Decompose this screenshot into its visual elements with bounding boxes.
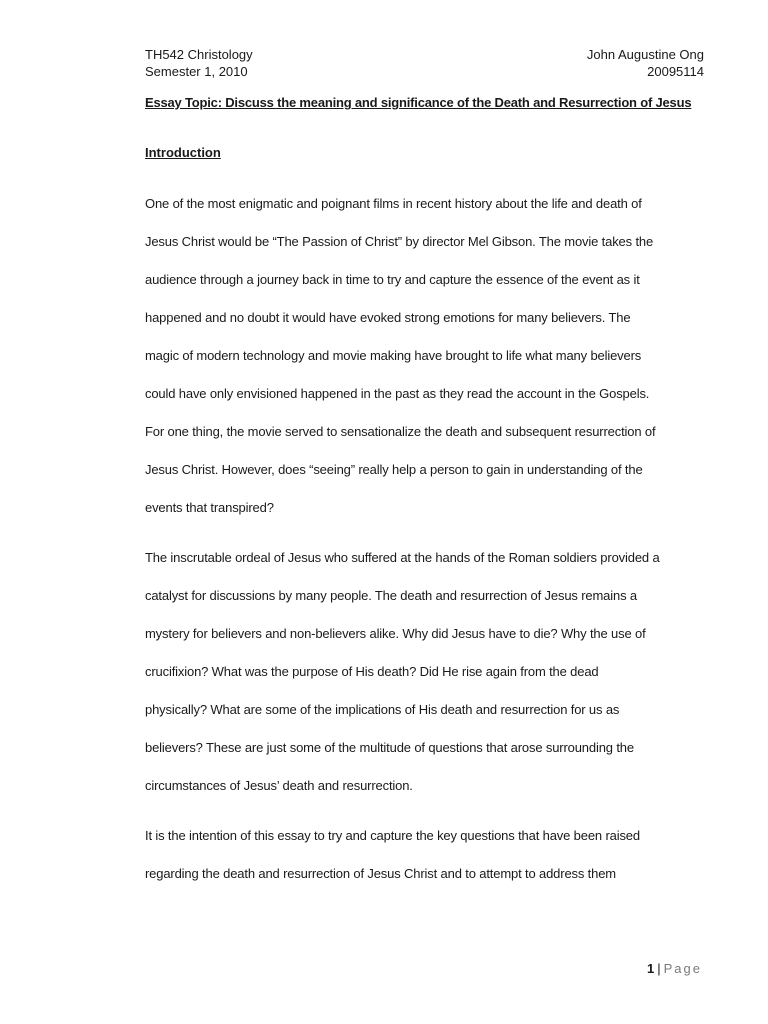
text-line: The inscrutable ordeal of Jesus who suffered at the hands of the Roman soldiers provided a [145,550,660,565]
page-footer [647,960,702,977]
semester: Semester 1, 2010 [145,64,248,79]
text-line: mystery for believers and non-believers alike. Why did Jesus have to die? Why the use of [145,626,646,641]
text-line: For one thing, the movie served to sensationalize the death and subsequent resurrection of [145,424,656,439]
page-label: Page [663,961,702,976]
text-line: One of the most enigmatic and poignant films in recent history about the life and death of [145,196,642,211]
text-line: believers? These are just some of the multitude of questions that arose surrounding the [145,740,634,755]
author-name: John Augustine Ong [586,47,704,62]
paragraph-1 [145,195,655,537]
author-info [587,46,704,80]
footer-separator: | [657,961,661,976]
essay-topic: Essay Topic: Discuss the meaning and significance of the Death and Resurrection of Jesus [145,95,692,110]
course-code: TH542 Christology [145,47,253,62]
student-id: 20095114 [647,64,704,79]
text-line: audience through a journey back in time to try and capture the essence of the event as it [145,272,640,287]
paragraph-3 [145,827,640,903]
text-line: events that transpired? [145,500,274,515]
text-line: circumstances of Jesus’ death and resurrection. [145,778,413,793]
text-line: happened and no doubt it would have evoked strong emotions for many believers. The [145,310,631,325]
section-heading: Introduction [145,145,221,160]
text-line: Jesus Christ would be “The Passion of Christ” by director Mel Gibson. The movie takes the [145,234,654,249]
text-line: regarding the death and resurrection of Jesus Christ and to attempt to address them [145,866,616,881]
text-line: Jesus Christ. However, does “seeing” really help a person to gain in understanding of the [145,462,643,477]
page-number: 1 [647,961,655,976]
text-line: It is the intention of this essay to try and capture the key questions that have been raised [145,828,640,843]
paragraph-2 [145,549,660,815]
text-line: magic of modern technology and movie making have brought to life what many believers [145,348,642,363]
text-line: crucifixion? What was the purpose of His death? Did He rise again from the dead [145,664,599,679]
text-line: could have only envisioned happened in the past as they read the account in the Gospels. [145,386,650,401]
course-info [145,46,253,80]
text-line: catalyst for discussions by many people. The death and resurrection of Jesus remains a [145,588,637,603]
text-line: physically? What are some of the implications of His death and resurrection for us as [145,702,620,717]
